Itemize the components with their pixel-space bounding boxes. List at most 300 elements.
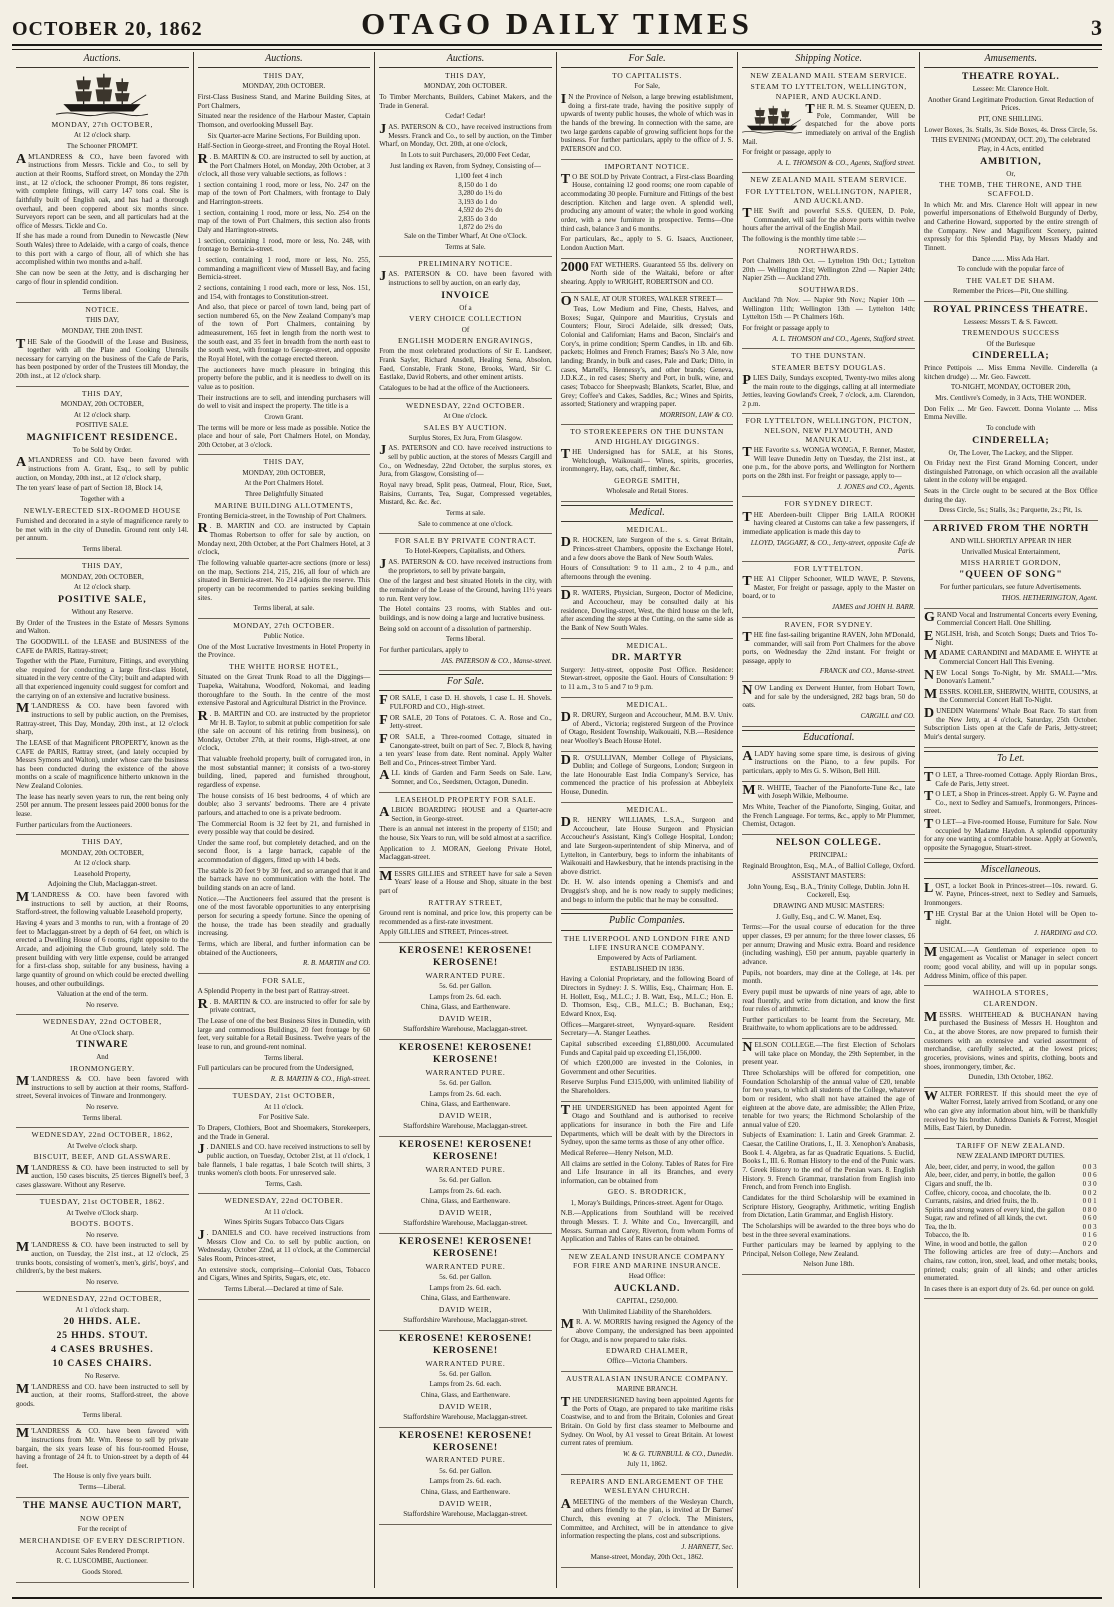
ad-text: NOW OPEN: [80, 1513, 125, 1523]
ad-text-line: [561, 82, 734, 91]
ad-text-line: [924, 487, 1098, 504]
ad-text-line: [742, 564, 915, 573]
ad-text-line: [379, 870, 552, 896]
ad-text: Furnished and decorated in a style of magnificence rarely to be met with in the city of Dunedin. Ground rent only 14l. per annum.: [16, 516, 189, 543]
ad-text-line: [924, 1090, 1098, 1133]
ad-text: Crown Grant.: [264, 412, 304, 421]
ad-text: AMBITION,: [980, 155, 1042, 167]
ad-text-line: [561, 1272, 734, 1281]
ad-text: Under the same roof, but completely detached, and on the second floor, is a large barrack, capable of the accommodation of diggers, fitted up with 14 beds.: [197, 838, 371, 865]
ad-text: EDWARD CHALMER,: [605, 1346, 689, 1356]
ad-text-line: [561, 1209, 734, 1244]
ad-text: WARRANTED PURE.: [425, 1455, 506, 1465]
ad-text-line: [379, 1359, 552, 1368]
ad-text: Staffordshire Warehouse, Maclaggan-street.: [403, 1412, 528, 1421]
ad-text-line: [924, 583, 1098, 592]
drop-capital: M: [16, 1074, 30, 1090]
drop-capital: A: [742, 748, 753, 764]
advertisement: [198, 976, 371, 1090]
ad-text: ARRIVED FROM THE NORTH: [932, 523, 1090, 535]
ad-text-line: [16, 1053, 189, 1062]
ad-text: Mrs White, Teacher of the Pianoforte, Singing, Guitar, and the French Language. For terms, &c., apply to Mr Plummer, Chemist, Octagon.: [742, 803, 915, 829]
ad-text: At 12 o'clock sharp.: [73, 410, 131, 419]
ad-text-line: [379, 1499, 552, 1508]
ad-text-line: [379, 1467, 552, 1476]
ad-text: Unrivalled Musical Entertainment,: [961, 547, 1061, 556]
drop-capital: D: [560, 815, 571, 830]
ad-text: GEO. S. BRODRICK,: [607, 1187, 687, 1197]
ad-text: DRAWING AND MUSIC MASTERS:: [773, 902, 885, 911]
ad-text-line: [742, 750, 915, 776]
drop-capital: T: [742, 509, 752, 525]
ad-text-line: [561, 261, 734, 287]
ad-text: THOS. HETHERINGTON, Agent.: [1001, 594, 1098, 603]
ad-text-line: [561, 1160, 734, 1186]
ad-text: . DANIELS and CO. have received instructions from Messrs Clow and Co. to sell by public auction, on Wednesday, October 22nd, at 11 o'clock, at the Commercial Sales Room, Princes-street,: [197, 1229, 371, 1263]
ad-text-line: [379, 1305, 552, 1314]
advertisement: [561, 295, 734, 426]
timber-lot-row: [379, 189, 552, 198]
ad-text: INVOICE: [441, 289, 490, 301]
ad-text: DAVID WEIR,: [438, 1207, 493, 1217]
ad-text-line: [16, 1152, 189, 1161]
ad-text: MISS HARRIET GORDON,: [960, 558, 1062, 568]
ad-text-line: [16, 1472, 189, 1481]
ad-text-line: [198, 662, 371, 671]
ad-text-line: [379, 733, 552, 768]
ad-text: THE LIVERPOOL AND LONDON FIRE AND LIFE INSURANCE COMPANY.: [563, 933, 731, 952]
ad-text: ELSON COLLEGE.—The first Election of Scholars will take place on Monday, the 29th September, in the present year.: [742, 1041, 915, 1067]
ad-text: China, Glass, and Earthenware.: [420, 1294, 511, 1303]
ad-text: THIS DAY,: [85, 316, 119, 325]
ad-text: The auctioneers have much pleasure in bringing this property before the public, and it is needless to dwell on its value as to position.: [197, 365, 371, 391]
ad-text: China, Glass, and Earthenware.: [420, 1197, 511, 1206]
ad-text-line: [561, 1553, 734, 1562]
advertisement: [198, 457, 371, 618]
ad-text-line: [742, 296, 915, 322]
ad-text: The stable is 20 feet 9 by 30 feet, and so arranged that it and the barrack have no communication with the hotel. The building stands on an acre of land.: [197, 866, 371, 893]
drop-capital: N: [742, 683, 753, 699]
ad-text: NORTHWARDS.: [798, 245, 860, 255]
ad-text-line: [379, 982, 552, 991]
ad-text: TUESDAY, 21st OCTOBER, 1862.: [39, 1197, 165, 1207]
ad-text: The terms will be more or less made as possible. Notice the place and hour of sale, Port Chalmers Hotel, on Monday, 20th October, at 3 o'clock.: [197, 423, 371, 449]
ad-text-line: [742, 187, 915, 206]
ad-text: MONDAY, THE 20th INST.: [61, 326, 143, 335]
ad-text-line: [198, 237, 371, 254]
ad-text-line: [16, 1114, 189, 1123]
ad-text: NEW ZEALAND INSURANCE COMPANY FOR FIRE AND MARINE INSURANCE.: [568, 1251, 726, 1271]
ad-text: Fronting Bernicia-street, in the Township of Port Chalmers.: [197, 511, 367, 520]
ad-text: THEATRE ROYAL.: [961, 71, 1060, 83]
ad-text-line: [16, 1500, 189, 1512]
ad-text: Lamps from 2s. 6d. each.: [429, 1089, 502, 1098]
drop-capital: F: [379, 731, 388, 747]
ad-text: 1, Moray's Buildings, Princes-street. Agent for Otago.: [570, 1198, 724, 1207]
ad-text: HE UNDERSIGNED having been appointed Agents for the Ports of Otago, are prepared to take maritime risks Coastwise, and to and from the Britain, Colonies and Great Britain. On Gold by first class steamer to Melbourne and Sydney. On Wool, by A1 vessel to Great Britain. At lowest current rates of premium.: [560, 1395, 734, 1448]
ad-text-line: [742, 1069, 915, 1129]
ad-text-line: [198, 209, 371, 235]
ad-text: N.B.—Applications from Southland will be received through Messrs. T. J. White and Co., Invercargill, and Messrs. Surman and Carey, Riverton, from whom Forms of Application and Tables of Rates can be obtained.: [560, 1209, 734, 1244]
tariff-item: Sugar, raw and refined of all kinds, the cwt.: [924, 1214, 1048, 1223]
advertisement: [561, 754, 734, 803]
ad-text: OST, a locket Book in Princes-street—10s. reward. G. W. Payne, Princes-street, next to Sedley and Samuels, Ironmongers.: [923, 881, 1098, 908]
ad-text: Terms liberal.: [82, 288, 122, 297]
ad-text-line: [924, 771, 1098, 788]
advertisement: [742, 837, 915, 1039]
ad-text-line: [924, 630, 1098, 647]
ad-text-line: [924, 449, 1098, 458]
ad-text-line: [198, 792, 371, 818]
tariff-row: [924, 1171, 1098, 1180]
ad-text: Terms, which are liberal, and further information can be obtained of the Auctioneers,: [197, 939, 371, 957]
ad-text: The LEASE of that Magnificent PROPERTY, known as the CAFE de PARIS, Rattray street, (and lately occupied by Messrs Symons and Walton), under whose care the business has been conducted during the existence of the above months on a scale of magnificence hitherto unknown in the New Zealand Colonies.: [16, 738, 189, 791]
ad-text-line: [742, 483, 915, 492]
ad-text-line: [16, 859, 189, 868]
ad-text: Account Sales Rendered Prompt.: [55, 1546, 150, 1555]
advertisement: [924, 882, 1098, 944]
ad-text-line: [198, 998, 371, 1015]
ad-text-line: [561, 1199, 734, 1208]
ad-text: KEROSENE! KEROSENE! KEROSENE!: [398, 944, 533, 968]
drop-capital: M: [923, 944, 938, 960]
ad-text-line: [379, 1187, 552, 1196]
ad-text: ASSISTANT MASTERS:: [791, 872, 866, 881]
drop-capital: G: [923, 609, 935, 625]
ad-text: For further particulars, apply to: [379, 645, 469, 654]
ad-text-line: [561, 536, 734, 562]
drop-capital: F: [379, 712, 388, 728]
ad-text-line: [16, 269, 189, 286]
ad-text-line: [379, 1111, 552, 1120]
drop-capital: A: [379, 768, 390, 784]
advertisement: [924, 1090, 1098, 1139]
ad-text-line: [16, 142, 189, 151]
ad-text: All claims are settled in the Colony. Tables of Rates for Fire and Life Insurance in all its Branches, and every information, can be obtained from: [560, 1159, 734, 1185]
ad-text: . B. MARTIN and CO. are instructed by the proprietor Mr H. B. Taylor, to submit at public competition for sale (the sale on account of his retiring from business), on Monday, October 27th, at their rooms, High-street, at one o'clock,: [197, 709, 371, 753]
ad-text-line: [16, 120, 189, 129]
ad-text-line: [198, 621, 371, 630]
ad-text-line: [16, 517, 189, 543]
ad-text: . B. MARTIN and CO. are instructed by Captain Thomas Robertson to offer for sale by auction, on Monday next, 20th October, at the Port Chalmers Hotel, at 3 o'clock,: [197, 522, 371, 557]
ad-text-line: [16, 506, 189, 515]
drop-capital: O: [560, 293, 572, 309]
ad-text-line: [379, 1402, 552, 1411]
ad-text-line: [924, 537, 1098, 546]
ad-text: Notice.—The Auctioneers feel assured that the present is one of the most favorable opportunities to any enterprising person for securing a speedy fortune. Since the opening of the house, the trade has been steadily and gradually increasing.: [197, 894, 371, 938]
tariff-item: Cigars and snuff, the lb.: [924, 1180, 993, 1188]
advertisement: [379, 536, 552, 671]
kerosene-advertisement: [379, 1236, 552, 1331]
ad-text: CARGILL and CO.: [860, 712, 915, 721]
section-heading: Auctions.: [379, 52, 552, 68]
ad-text: OR SALE, 1 case D. H. shovels, 1 case L. H. Shovels. FULFORD and CO., High-street.: [389, 694, 552, 711]
column-3: [375, 52, 557, 1588]
ad-text: THIS DAY,: [81, 561, 123, 571]
ad-text: WARRANTED PURE.: [425, 1358, 506, 1368]
ad-text: TO THE DUNSTAN.: [791, 351, 867, 361]
ad-text: The Commercial Room is 32 feet by 21, and furnished in every possible way that could be desired.: [197, 819, 371, 837]
ad-text: 'LANDRESS & CO. have been favored with instructions to sell by auction at their rooms, Stafford-street, Several invoices of Tinware and Ironmongery.: [16, 1075, 189, 1101]
ad-text: HE R. M. S. Steamer QUEEN, D. Pole, Commander, Will be despatched for the above ports immediately on arrival of the English Mail.: [742, 102, 915, 146]
ad-text-line: [561, 1252, 734, 1271]
ad-text: Lamps from 2s. 6d. each.: [429, 1380, 502, 1389]
tariff-row: [924, 1189, 1098, 1198]
drop-capital: J: [379, 443, 387, 459]
ad-text: Staffordshire Warehouse, Maclaggan-street.: [403, 1316, 528, 1325]
ad-text-line: [198, 366, 371, 392]
timber-lot-row: [379, 223, 552, 232]
advertisement: [742, 784, 915, 835]
advertisement: [924, 71, 1098, 302]
ad-text-line: [16, 990, 189, 999]
tariff-item: Spirits and strong waters of every kind, the gallon: [924, 1205, 1065, 1214]
ad-text: Half-Section in George-street, and Fronting the Royal Hotel.: [197, 142, 370, 151]
advertisement: [742, 750, 915, 782]
ad-text: NEW ZEALAND IMPORT DUTIES.: [956, 1152, 1065, 1161]
tariff-row: [924, 1223, 1098, 1232]
ad-text: She can now be seen at the Jetty, and is discharging her cargo of flour in splendid condition.: [16, 269, 189, 286]
timber-lot-cell: 8,150 do: [458, 180, 483, 189]
ad-text-line: [16, 870, 189, 879]
ad-text: Three Delightfully Situated: [244, 489, 323, 498]
drop-capital: N: [742, 1040, 753, 1056]
ad-text-line: [379, 825, 552, 842]
ad-text: Terms liberal.: [82, 1410, 122, 1419]
ad-text-line: [742, 82, 915, 101]
ad-text-line: [16, 1209, 189, 1218]
ad-text-line: [379, 1333, 552, 1357]
ad-text: Full particulars can be procured from the Undersigned,: [197, 1064, 354, 1073]
ad-text-line: [198, 1180, 371, 1189]
ad-text-line: [379, 1413, 552, 1422]
ad-text: At One o'Clock sharp.: [70, 1028, 134, 1037]
ad-text-line: [561, 427, 734, 446]
section-heading: Auctions.: [198, 52, 371, 68]
ad-text-line: [924, 156, 1098, 168]
ad-text-line: [742, 1016, 915, 1033]
ad-text-line: [379, 1273, 552, 1282]
ad-text: Terms:—For the usual course of education for the three upper classes, £9 per annum; for the three lower classes, £6 per annum; Drawing and Music extra. Board and residence (including washing), £50 per annum, payable quarterly in advance.: [742, 923, 915, 966]
ad-text: If she has made a round from Dunedin to Newcastle (New South Wales) three to Adelaide, with a cargo of coals, thence to this port with a cargo of flour, all of which she has accomplished within two months and a-half.: [16, 232, 189, 267]
ad-text-line: [16, 1241, 189, 1276]
ad-text: Port Chalmers 18th Oct. — Lyttelton 19th Oct.; Lyttelton 20th — Wellington 21st; Wellington 22nd — Napier 24th; Napier 25th — Auckland 27th.: [742, 256, 915, 283]
ad-text: And: [96, 1053, 109, 1062]
tariff-rate: 0 0 3: [1082, 1222, 1097, 1231]
ad-text: Further particulars from the Auctioneers.: [16, 820, 133, 829]
ad-text: Without any Reserve.: [71, 607, 133, 616]
ad-text: HE Undersigned has for SALE, at his Stores, Weltclough, Waikouaiti— Wines, spirits, groceries, ironmongery, Hay, oats, chaff, timber, &c.: [560, 447, 734, 474]
section-heading: To Let.: [924, 751, 1098, 768]
advertisement: [16, 71, 189, 303]
timber-lot-cell: 3 do: [484, 214, 498, 223]
ad-text-line: [198, 284, 371, 301]
ad-text: FOR SALE,: [262, 975, 306, 985]
ad-text: J. HARNETT, Sec.: [681, 1542, 734, 1551]
timber-lot-cell: 3,280 do: [458, 189, 483, 198]
ad-text-line: [379, 971, 552, 980]
page-number: 3: [1091, 15, 1102, 40]
advertisement: [742, 351, 915, 414]
ad-text-line: [742, 988, 915, 1014]
ad-text: MONDAY, 20th OCTOBER,: [60, 848, 144, 857]
ad-text-line: [924, 1073, 1098, 1082]
ad-text: No reserve.: [85, 1000, 119, 1009]
tariff-row: [924, 1163, 1098, 1172]
ad-text-line: [379, 290, 552, 302]
ad-text-line: [561, 93, 734, 153]
ad-text: No reserve.: [85, 1103, 119, 1112]
advertisement: [742, 684, 915, 727]
ad-text: Wines Spirits Sugars Tobacco Oats Cigars: [223, 1218, 344, 1227]
ad-text-line: [379, 347, 552, 382]
ad-text: RAND Vocal and Instrumental Concerts every Evening, Commercial Concert Hall. One Shilling.: [936, 610, 1098, 628]
ad-text: Dress Circle, 5s.; Stalls, 3s.; Parquette, 2s.; Pit, 1s.: [939, 506, 1083, 515]
ad-text-line: [198, 71, 371, 80]
ad-text-line: [16, 619, 189, 636]
ad-text-line: [198, 1113, 371, 1122]
ad-text-line: [379, 401, 552, 410]
ad-text: In which Mr. and Mrs. Clarence Holt will appear in new powerful impersonations of Ethelwold Burgundy of Derby, and Catherine Howard, supported by the entire strength of the Company. New and Magnificent Scenery, painted expressly for this Splendid Play, by Messrs Maddy and Tinnett.: [923, 200, 1098, 252]
drop-capital: T: [805, 101, 815, 117]
ad-text-line: [742, 969, 915, 986]
ad-text: Just landing ex Raven, from Sydney, Consisting of—: [389, 161, 542, 170]
ad-text-line: [16, 1525, 189, 1534]
ad-text: From the most celebrated productions of Sir E. Landseer, Frank Sayler, Richard Ansdell, Healing Sena, Absolon, Faed, Constable, Frank Stone, Brooks, Ward, Sir C. Eastlake, David Roberts, and other eminent artists.: [379, 347, 552, 382]
ad-text: LL kinds of Garden and Farm Seeds on Sale. Law, Somner, and Co., Seedsmen, Octagon, Dunedin.: [391, 769, 552, 787]
ad-text-line: [16, 1039, 189, 1051]
ad-text-line: [379, 243, 552, 252]
ad-text-line: [924, 1285, 1098, 1294]
tariff-item: Coffee, chicory, cocoa, and chocolate, the lb.: [924, 1188, 1051, 1197]
ad-text-line: [198, 1285, 371, 1294]
ad-text-line: [379, 795, 552, 804]
ad-text: MEDICAL.: [626, 699, 668, 709]
ad-text-line: [379, 1197, 552, 1206]
ad-text-line: [16, 880, 189, 889]
advertisement: [924, 988, 1098, 1088]
ad-text: R. HOCKEN, late Surgeon of the s. s. Great Britain, Princes-street Chambers, opposite the Exchange Hotel, and a few doors above the Bank of New South Wales.: [560, 536, 734, 562]
ad-text: HE UNDERSIGNED has been appointed Agent for Otago and Southland and is authorised to receive applications for insurance in both the Fire and Life Departments, which will be dealt with by the Directors in Sydney, upon the same terms as those of any other office.: [560, 1103, 734, 1147]
ad-text: R. WHITE, Teacher of the Pianoforte-Tune &c., late with Joseph Wilkie, Melbourne.: [757, 783, 915, 801]
ad-text: Public Notice.: [263, 632, 305, 641]
ad-text: Auckland 7th Nov. — Napier 9th Nov.; Napier 10th — Wellington 11th; Wellington 13th — Lyttelton 14th; Lyttelton 15th — Pt Chalmers 16th.: [742, 296, 915, 322]
ad-text-line: [561, 305, 734, 409]
ad-text-line: [379, 1391, 552, 1400]
ad-text-line: [16, 821, 189, 830]
ad-text: The lease has nearly seven years to run, the rent being only 250l per annum. The present lessees paid 2000 bonus for the lease.: [16, 792, 189, 819]
ad-text: Six Quarter-acre Marine Sections, For Building upon.: [207, 131, 361, 140]
ad-text-line: [16, 432, 189, 444]
ad-text-line: [16, 608, 189, 617]
ad-text-line: [561, 1357, 734, 1366]
tariff-rate: 0 8 0: [1082, 1205, 1097, 1214]
tariff-row: [924, 1231, 1098, 1240]
ad-text: With Unlimited Liability of the Shareholders.: [582, 1307, 712, 1316]
ad-text: THE VALET DE SHAM.: [966, 275, 1056, 285]
ad-text-line: [379, 1370, 552, 1379]
ad-text-line: [16, 1294, 189, 1303]
ad-text-line: [561, 525, 734, 534]
ad-text-line: [16, 1142, 189, 1151]
ad-text: Staffordshire Warehouse, Maclaggan-street.: [403, 1122, 528, 1131]
ad-text: Lower Boxes, 3s. Stalls, 3s. Side Boxes, 4s. Dress Circle, 5s.: [924, 125, 1098, 134]
ad-text: First-Class Business Stand, and Marine Building Sites, at Port Chalmers,: [197, 93, 371, 110]
drop-capital: W: [923, 1088, 938, 1104]
ad-text: POSITIVE SALE,: [58, 594, 147, 605]
ad-text-line: [16, 1306, 189, 1315]
ad-text: The following valuable quarter-acre sections (more or less) on the map, Sections 214, 215, 216, all four of which are situated in Bernicia-street. No 214 adjoins the reserve. This property can be recommended to parties seeking building sites.: [197, 559, 371, 602]
ad-text-line: [16, 545, 189, 554]
drop-capital: M: [923, 686, 938, 702]
tariff-table: [924, 1163, 1098, 1248]
ad-text: . B. MARTIN & CO. are instructed to offer for sale by private contract,: [209, 997, 371, 1015]
ad-text-line: [198, 1208, 371, 1217]
ad-text-line: [742, 913, 915, 922]
ad-text: KEROSENE! KEROSENE! KEROSENE!: [398, 1429, 533, 1453]
ad-text: For freight or passage, apply to: [742, 148, 832, 157]
section-heading: Shipping Notice.: [742, 52, 915, 68]
advertisement: [379, 870, 552, 943]
tariff-item: Currants, raisins, and dried fruits, the lb.: [924, 1197, 1039, 1206]
advertisement: [561, 1477, 734, 1568]
ad-text: Situated on the Great Trunk Road to all the Diggings—Tuapeka, Waitahuna, Woodford, Nokomai, and leading thoroughfare to the South. In the centre of the most extensive Pastoral and Agricultural District in the Province.: [197, 673, 371, 708]
ad-text-line: [742, 902, 915, 911]
ad-text-line: [16, 561, 189, 570]
ad-text: STEAM TO LYTTELTON, WELLINGTON, NAPIER, AND AUCKLAND.: [750, 82, 907, 101]
ad-text-line: [924, 910, 1098, 927]
ad-text: WEDNESDAY, 22nd OCTOBER, 1862,: [31, 1130, 174, 1140]
ad-text: 5s. 6d. per Gallon.: [439, 1078, 492, 1087]
ad-text: In cases there is an export duty of 2s. 6d. per ounce on gold.: [923, 1284, 1095, 1293]
ad-text-line: [379, 928, 552, 937]
timber-lot-row: [379, 181, 552, 190]
ad-text: For freight or passage apply to: [742, 324, 830, 333]
ad-text: To Hotel-Keepers, Capitalists, and Others.: [405, 547, 526, 556]
ad-text: One of the largest and best situated Hotels in the city, with the remainder of the Lease of the Ground, having 11½ years to run. Rent very low.: [379, 577, 552, 603]
ad-text: China, Glass, and Earthenware.: [420, 1391, 511, 1400]
ad-text-line: [379, 412, 552, 421]
ad-text: Candidates for the third Scholarship will be examined in Scripture History, Geography, Arithmetic, writing English from Dictation, Latin Grammar, and English History.: [742, 1193, 915, 1220]
ad-text: Of a: [459, 303, 472, 312]
advertisement: [16, 305, 189, 387]
ad-text: R. WATERS, Physician, Surgeon, Doctor of Medicine, and Accoucheur, may be consulted daily at his residence, Dowling-street, West, the third house on the left, after ascending the steps at the Cutting, on the same side as the Bank of New South Wales.: [560, 589, 734, 632]
ad-text: WARRANTED PURE.: [425, 1164, 506, 1174]
ad-text: WARRANTED PURE.: [425, 970, 506, 980]
ad-text: Staffordshire Warehouse, Maclaggan-street.: [403, 1219, 528, 1228]
ad-text-line: [198, 1229, 371, 1264]
ad-text-line: [742, 837, 915, 849]
timber-lot-cell: 2½ do: [484, 206, 503, 215]
ad-text-line: [561, 476, 734, 485]
drop-capital: N: [923, 667, 935, 683]
ad-text-line: [198, 940, 371, 957]
drop-capital: P: [742, 372, 751, 388]
ad-text-line: [742, 784, 915, 801]
ad-text-line: [379, 909, 552, 926]
ad-text: Terms—Liberal.: [78, 1483, 126, 1492]
ad-text-line: [198, 1103, 371, 1112]
section-heading: Educational.: [742, 730, 915, 747]
tariff-rate: 0 0 6: [1082, 1171, 1097, 1180]
section-heading: Miscellaneous.: [924, 862, 1098, 879]
ad-text: To Drapers, Clothiers, Boot and Shoemakers, Storekeepers, and the Trade in General.: [197, 1124, 371, 1141]
ad-text-line: [742, 712, 915, 721]
ad-text: MEDICAL.: [626, 804, 668, 814]
ad-text: Offices—Margaret-street, Wynyard-square. Resident Secretary—A. Stanger Leathes.: [560, 1020, 734, 1038]
ad-text: ESSRS. KOHLER, SHERWIN, WHITE, COUSINS, at the Commercial Concert Hall To-Night.: [939, 687, 1098, 705]
ad-text-line: [16, 891, 189, 917]
